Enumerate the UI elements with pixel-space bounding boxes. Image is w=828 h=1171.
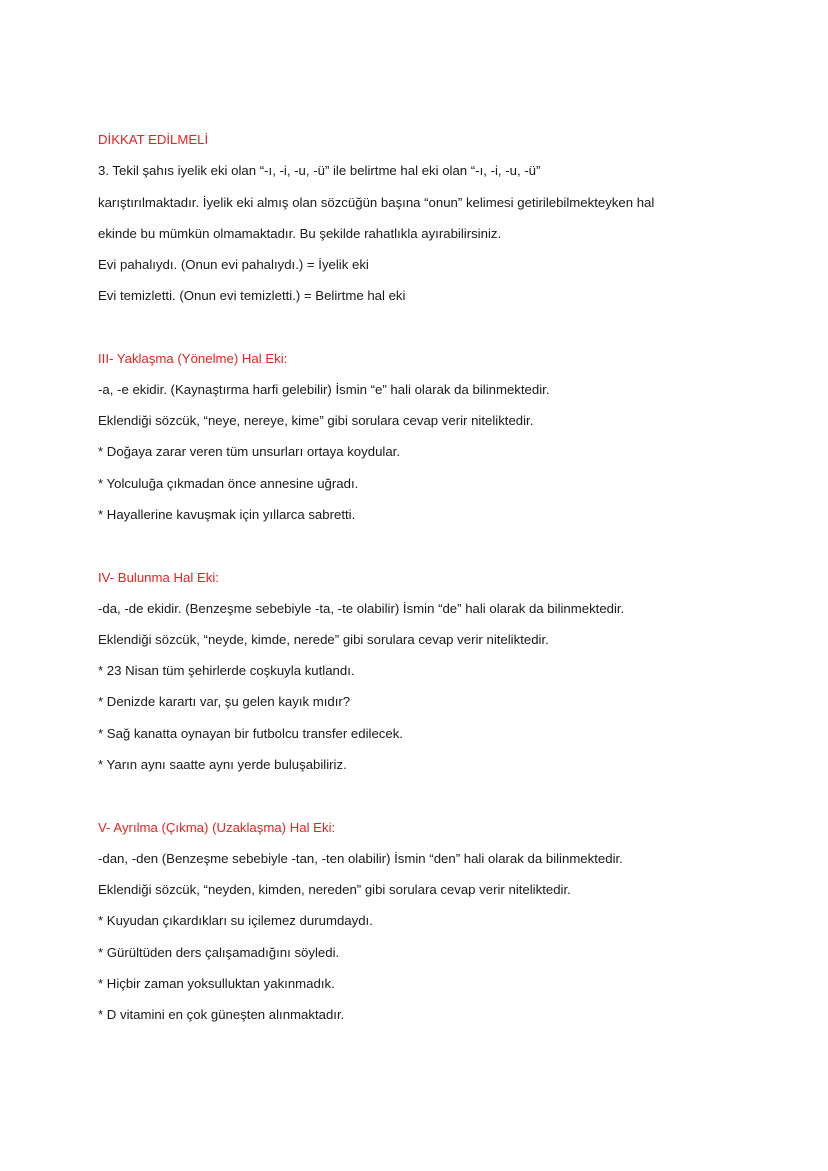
paragraph-line: Eklendiği sözcük, “neye, nereye, kime” gibi sorulara cevap verir niteliktedir.: [98, 413, 534, 428]
example-line: * Denizde karartı var, şu gelen kayık mıdır?: [98, 694, 351, 709]
section-title-yaklasma: III- Yaklaşma (Yönelme) Hal Eki:: [98, 351, 288, 366]
paragraph-line: -a, -e ekidir. (Kaynaştırma harfi gelebilir) İsmin “e” hali olarak da bilinmektedir.: [98, 382, 550, 397]
section-title-dikkat: DİKKAT EDİLMELİ: [98, 132, 209, 147]
example-line: Evi pahalıydı. (Onun evi pahalıydı.) = İyelik eki: [98, 257, 369, 272]
example-line: * Doğaya zarar veren tüm unsurları ortaya koydular.: [98, 444, 400, 459]
example-line: * Kuyudan çıkardıkları su içilemez durumdaydı.: [98, 913, 373, 928]
example-line: * Yolculuğa çıkmadan önce annesine uğradı.: [98, 476, 359, 491]
example-line: * Sağ kanatta oynayan bir futbolcu transfer edilecek.: [98, 726, 403, 741]
example-line: * Gürültüden ders çalışamadığını söyledi.: [98, 945, 340, 960]
example-line: * 23 Nisan tüm şehirlerde coşkuyla kutlandı.: [98, 663, 355, 678]
example-line: * Hiçbir zaman yoksulluktan yakınmadık.: [98, 976, 335, 991]
section-title-bulunma: IV- Bulunma Hal Eki:: [98, 570, 219, 585]
section-title-ayrilma: V- Ayrılma (Çıkma) (Uzaklaşma) Hal Eki:: [98, 820, 336, 835]
paragraph-line: -da, -de ekidir. (Benzeşme sebebiyle -ta, -te olabilir) İsmin “de” hali olarak da bilinmektedir.: [98, 601, 625, 616]
paragraph-line: -dan, -den (Benzeşme sebebiyle -tan, -ten olabilir) İsmin “den” hali olarak da bilinmektedir.: [98, 851, 623, 866]
paragraph-line: karıştırılmaktadır. İyelik eki almış olan sözcüğün başına “onun” kelimesi getirilebilmekteyken hal: [98, 195, 655, 210]
example-line: * D vitamini en çok güneşten alınmaktadır.: [98, 1007, 345, 1022]
example-line: Evi temizletti. (Onun evi temizletti.) = Belirtme hal eki: [98, 288, 406, 303]
example-line: * Yarın aynı saatte aynı yerde buluşabiliriz.: [98, 757, 347, 772]
example-line: * Hayallerine kavuşmak için yıllarca sabretti.: [98, 507, 356, 522]
paragraph-line: ekinde bu mümkün olmamaktadır. Bu şekilde rahatlıkla ayırabilirsiniz.: [98, 226, 502, 241]
paragraph-line: 3. Tekil şahıs iyelik eki olan “-ı, -i, -u, -ü” ile belirtme hal eki olan “-ı, -i, -u, -ü”: [98, 163, 541, 178]
paragraph-line: Eklendiği sözcük, “neyde, kimde, nerede” gibi sorulara cevap verir niteliktedir.: [98, 632, 549, 647]
paragraph-line: Eklendiği sözcük, “neyden, kimden, nereden” gibi sorulara cevap verir niteliktedir.: [98, 882, 571, 897]
